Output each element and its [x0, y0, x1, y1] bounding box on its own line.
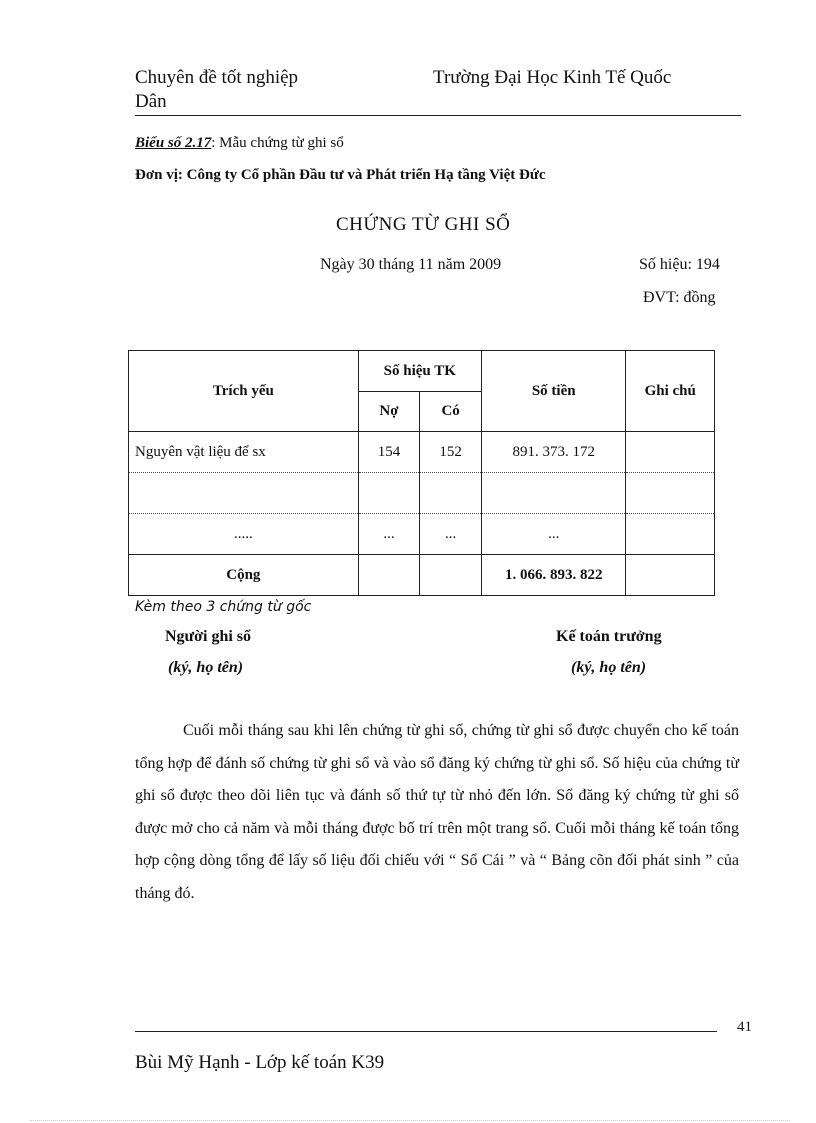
total-debit-empty [358, 555, 420, 596]
page-bottom-border [30, 1120, 790, 1121]
footer-author: Bùi Mỹ Hạnh - Lớp kế toán K39 [135, 1052, 385, 1073]
row-summary [129, 473, 359, 514]
table-row [129, 432, 715, 473]
figure-caption [135, 135, 344, 152]
table-row [129, 514, 715, 555]
document-number: Số hiệu: 194 [639, 256, 720, 273]
row-credit: 152 [420, 432, 482, 473]
row-debit [358, 473, 420, 514]
header-left-cont: Dân [135, 91, 167, 112]
header-debit: Nợ [358, 392, 420, 432]
header-divider [135, 115, 741, 116]
document-title: CHỨNG TỪ GHI SỔ [336, 214, 511, 235]
header-right: Trường Đại Học Kinh Tế Quốc [433, 67, 672, 88]
signature-right-sub: (ký, họ tên) [571, 659, 647, 676]
attached-note: Kèm theo 3 chứng từ gốc [135, 599, 312, 615]
header-note: Ghi chú [626, 351, 715, 432]
total-note-empty [626, 555, 715, 596]
row-debit: 154 [358, 432, 420, 473]
page-number: 41 [737, 1019, 752, 1035]
row-summary: ..... [129, 514, 359, 555]
total-credit-empty [420, 555, 482, 596]
header-amount: Số tiền [481, 351, 626, 432]
header-left: Chuyên đề tốt nghiệp [135, 67, 299, 88]
row-amount [481, 473, 626, 514]
row-amount: 891. 373. 172 [481, 432, 626, 473]
voucher-table [128, 350, 715, 596]
header-credit: Có [420, 392, 482, 432]
footer-divider [135, 1031, 717, 1032]
row-note [626, 432, 715, 473]
row-amount: ... [481, 514, 626, 555]
total-amount: 1. 066. 893. 822 [481, 555, 626, 596]
total-label: Cộng [129, 555, 359, 596]
document-date: Ngày 30 tháng 11 năm 2009 [320, 256, 502, 273]
signature-left-title: Người ghi sổ [165, 628, 252, 645]
signature-left-sub: (ký, họ tên) [168, 659, 244, 676]
row-credit [420, 473, 482, 514]
total-row [129, 555, 715, 596]
currency-unit: ĐVT: đồng [643, 289, 716, 306]
row-debit: ... [358, 514, 420, 555]
row-summary: Nguyên vật liệu để sx [129, 432, 359, 473]
row-credit: ... [420, 514, 482, 555]
header-summary: Trích yếu [129, 351, 359, 432]
row-note [626, 473, 715, 514]
header-account-group: Số hiệu TK [358, 351, 481, 392]
body-paragraph: Cuối mỗi tháng sau khi lên chứng từ ghi sổ, chứng từ ghi sổ được chuyển cho kế toán tổng hợp để đánh số chứng từ ghi sổ và vào sổ đăng ký chứng từ ghi sổ. Số hiệu của chứng từ ghi sổ được theo dõi liên tục và đánh số thứ tự từ nhỏ đến lớn. Sổ đăng ký chứng từ ghi sổ được mở cho cả năm và mỗi tháng được bố trí trên một trang sổ. Cuối mỗi tháng kế toán tổng hợp cộng dòng tổng để lấy số liệu đối chiếu với “ Sổ Cái ” và “ Bảng cõn đối phát sinh ” của tháng đó. [135, 722, 739, 902]
caption-label: Biểu số 2.17 [135, 135, 212, 151]
company-unit: Đơn vị: Công ty Cổ phần Đầu tư và Phát triển Hạ tầng Việt Đức [135, 167, 546, 183]
caption-text: : Mẫu chứng từ ghi sổ [211, 135, 344, 151]
signature-right-title: Kế toán trưởng [556, 628, 662, 645]
row-note [626, 514, 715, 555]
table-row [129, 473, 715, 514]
